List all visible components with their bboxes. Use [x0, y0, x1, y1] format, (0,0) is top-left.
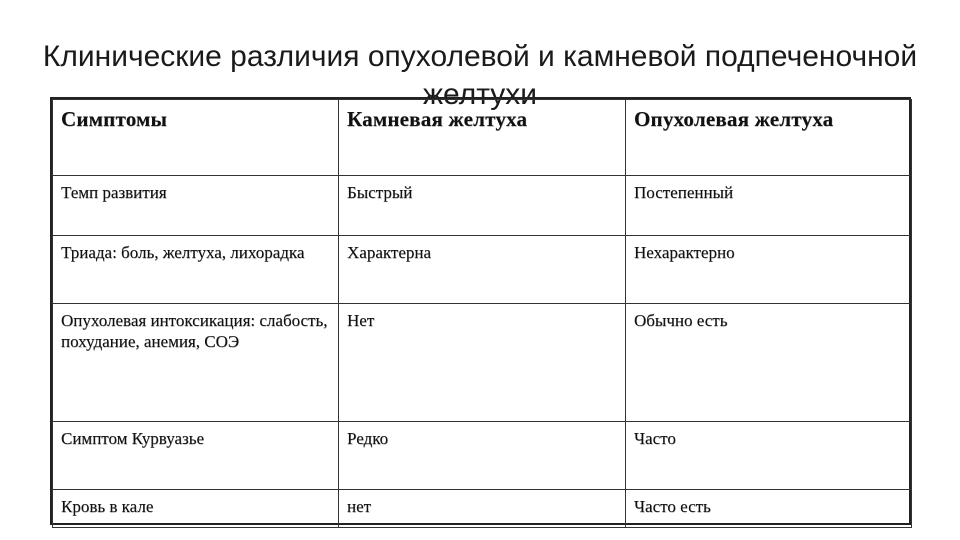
table-row [53, 176, 912, 236]
header-symptoms: Симптомы [53, 100, 339, 176]
table-row [53, 236, 912, 304]
stone-cell: Редко [339, 422, 626, 490]
symptom-cell: Опухолевая интоксикация: слабость, похудание, анемия, СОЭ [53, 304, 339, 422]
tumor-cell: Обычно есть [626, 304, 912, 422]
tumor-cell: Нехарактерно [626, 236, 912, 304]
comparison-table [52, 99, 912, 528]
symptom-cell: Темп развития [53, 176, 339, 236]
symptom-cell: Триада: боль, желтуха, лихорадка [53, 236, 339, 304]
slide-title-line-1: Клинические различия опухолевой и камневой подпеченочной [42, 40, 918, 74]
comparison-table-frame [50, 97, 911, 525]
stone-cell: нет [339, 490, 626, 528]
table-header-row [53, 100, 912, 176]
header-tumor-jaundice: Опухолевая желтуха [626, 100, 912, 176]
tumor-cell: Часто есть [626, 490, 912, 528]
table-row [53, 422, 912, 490]
symptom-cell: Симптом Курвуазье [53, 422, 339, 490]
table-row [53, 490, 912, 528]
header-stone-jaundice: Камневая желтуха [339, 100, 626, 176]
tumor-cell: Часто [626, 422, 912, 490]
tumor-cell: Постепенный [626, 176, 912, 236]
symptom-cell: Кровь в кале [53, 490, 339, 528]
stone-cell: Нет [339, 304, 626, 422]
stone-cell: Быстрый [339, 176, 626, 236]
stone-cell: Характерна [339, 236, 626, 304]
table-row [53, 304, 912, 422]
slide-title-line-2: желтухи [422, 78, 538, 112]
